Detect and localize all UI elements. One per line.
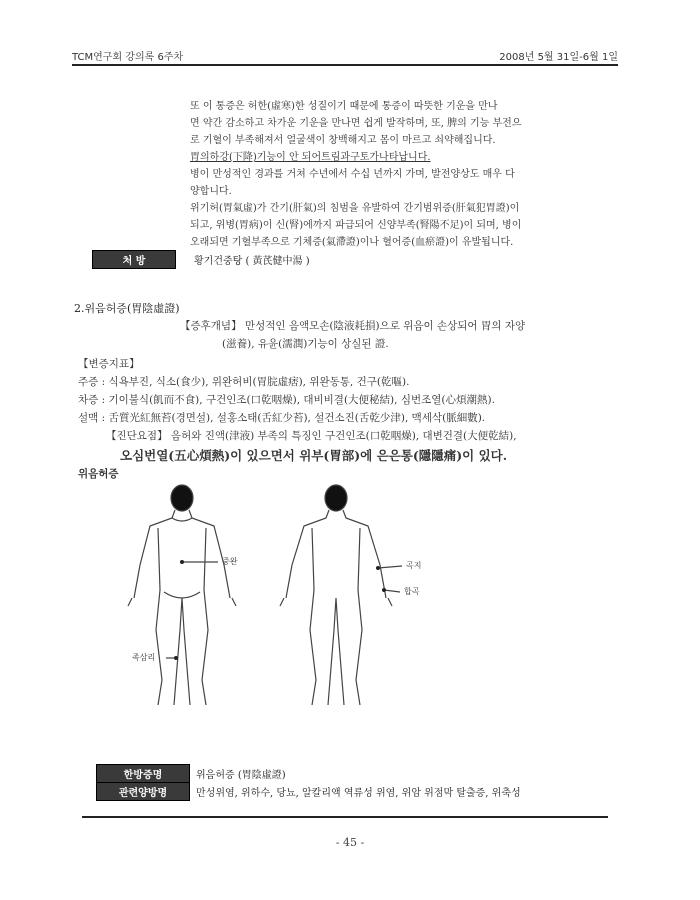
related-western-row: [96, 782, 521, 801]
concept-label: 【증후개념】: [180, 320, 242, 332]
label-quchi: 곡지: [406, 561, 422, 570]
acupoint-figure: [110, 480, 470, 720]
label-zhongwan: 중완: [222, 557, 238, 566]
page-header: [72, 48, 618, 63]
tongue-pulse: 설맥 : 舌質光紅無苔(경면설), 설홍소태(舌紅少苔), 설건소진(舌乾少津), 맥세삭(脈細數).: [78, 412, 486, 424]
body-diagram: [110, 480, 470, 720]
criteria-label: 【변증지표】: [78, 358, 140, 370]
diagnosis-label: 【진단요점】: [106, 430, 168, 442]
diagnosis-name-row: [96, 764, 286, 783]
intro-line: 로 기혈이 부족해져서 얼굴색이 창백해지고 몸이 마르고 쇠약해집니다.: [190, 135, 496, 146]
figure-title: 위음허증: [78, 468, 119, 480]
intro-line: 위기허(胃氣虛)가 간기(肝氣)의 침범을 유발하여 간기범위증(肝氣犯胃證)이: [190, 203, 520, 214]
herbal-diagnosis-text: 위음허증 (胃陰虛證): [196, 770, 286, 781]
tag-related-western: 관련양방명: [96, 782, 190, 801]
diagnosis-bold: 오심번열(五心煩熱)이 있으면서 위부(胃部)에 은은통(隱隱痛)이 있다.: [120, 448, 508, 463]
prescription-row: [92, 250, 310, 269]
secondary-symptoms: 차증 : 기이불식(飢而不食), 구건인조(口乾咽燥), 대비비결(大便秘結), 심번조열(心煩潮熱).: [78, 394, 495, 406]
concept-text-1: 만성적인 음액모손(陰液耗損)으로 위음이 손상되어 胃의 자양: [244, 320, 526, 332]
section-title: 2.위음허증(胃陰虛證): [74, 302, 180, 315]
header-left: TCM연구회 강의록 6주차: [72, 52, 184, 63]
diagnosis-line: [106, 428, 517, 443]
intro-line: 또 이 통증은 허한(虛寒)한 성질이기 때문에 통증이 따뜻한 기운을 만나: [190, 101, 498, 112]
intro-line: 胃의하강(下降)기능이 안 되어트림과구토가나타납니다.: [190, 152, 431, 163]
footer-rule: [82, 816, 608, 818]
intro-line: 병이 만성적인 경과를 거쳐 수년에서 수십 년까지 가며, 발전양상도 매우 다: [190, 169, 515, 180]
header-right: 2008년 5월 31일-6월 1일: [499, 52, 618, 63]
intro-paragraph: [190, 98, 590, 251]
related-western-text: 만성위염, 위하수, 당뇨, 알칼리액 역류성 위염, 위암 위점막 탈출증, 위축성: [196, 788, 521, 799]
page-number: - 45 -: [335, 836, 365, 849]
intro-line: 오래되면 기혈부족으로 기체증(氣滯證)이나 혈어증(血瘀證)이 유발됩니다.: [190, 237, 514, 248]
label-zusanli: 족삼리: [132, 653, 156, 662]
concept-text-2: (滋養), 유윤(濡潤)기능이 상실된 證.: [222, 338, 389, 350]
intro-line: 되고, 위병(胃病)이 신(腎)에까지 파급되어 신양부족(腎陽不足)이 되며, 병이: [190, 220, 522, 231]
prescription-text: 황기건중탕 ( 黃芪健中湯 ): [194, 256, 310, 267]
header-rule: [72, 64, 618, 66]
concept-line-1: [180, 318, 525, 333]
label-hegu: 합곡: [404, 587, 420, 596]
diagnosis-text: 음허와 진액(津液) 부족의 특징인 구건인조(口乾咽燥), 대변건결(大便乾結),: [170, 430, 517, 442]
prescription-tag: 처 방: [92, 250, 176, 269]
main-symptoms: 주증 : 식욕부진, 식소(食少), 위완허비(胃脘虛痞), 위완동통, 건구(乾嘔).: [78, 376, 410, 388]
tag-herbal-diagnosis: 한방증명: [96, 764, 190, 783]
intro-line: 면 약간 감소하고 차가운 기운을 만나면 쉽게 발작하며, 또, 脾의 기능 부전으: [190, 118, 522, 129]
intro-line: 양합니다.: [190, 186, 232, 197]
